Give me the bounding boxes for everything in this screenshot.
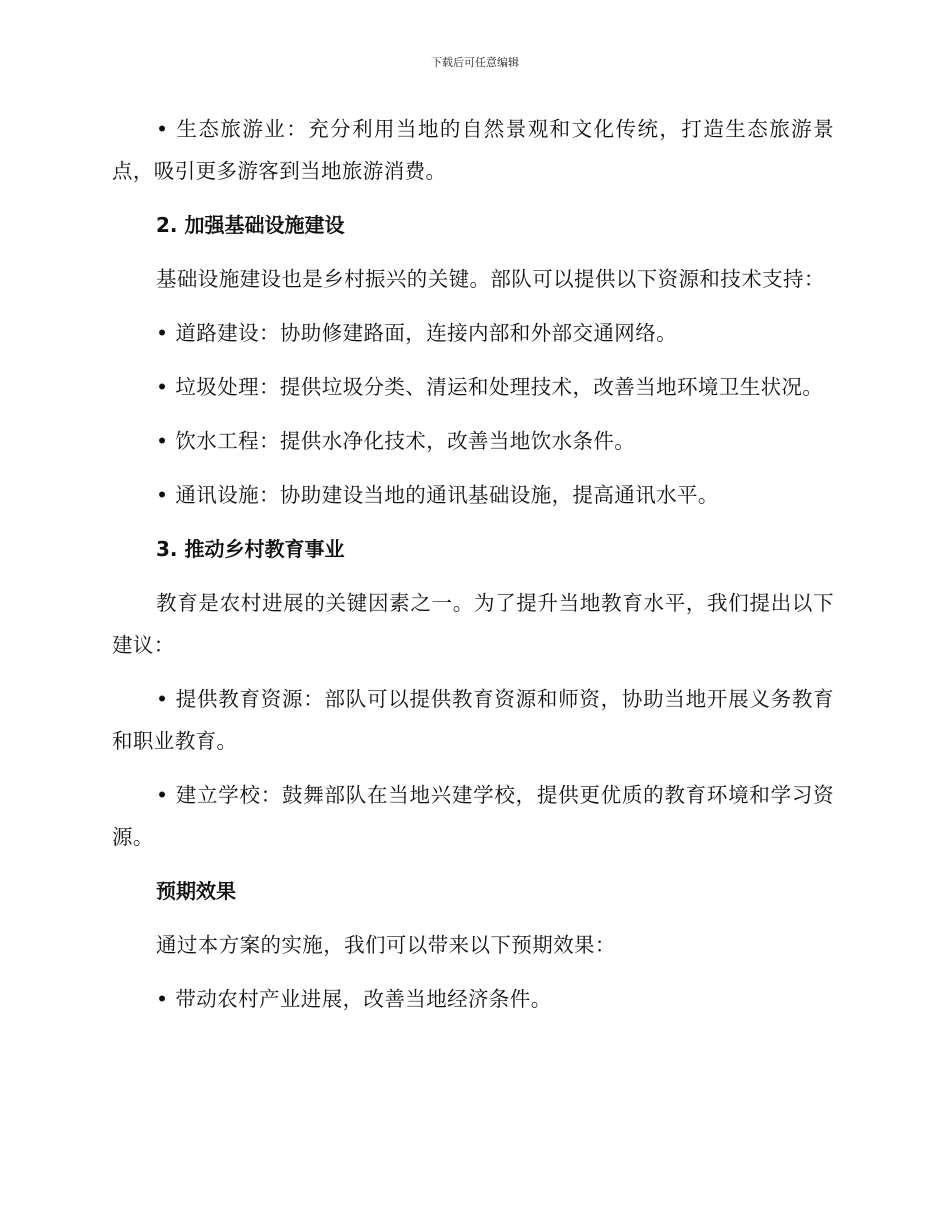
paragraph-effects-intro: 通过本方案的实施，我们可以带来以下预期效果：: [156, 933, 616, 957]
bullet-education-resources: • 提供教育资源：部队可以提供教育资源和师资，协助当地开展义务教育和职业教育。: [112, 687, 834, 753]
heading-education: 3. 推动乡村教育事业: [156, 537, 345, 561]
bullet-eco-tourism: • 生态旅游业：充分利用当地的自然景观和文化传统，打造生态旅游景点，吸引更多游客到当地旅游消费。: [112, 117, 834, 183]
page-header: 下载后可任意编辑: [431, 56, 519, 69]
paragraph-education-intro: 教育是农村进展的关键因素之一。为了提升当地教育水平，我们提出以下建议：: [112, 591, 834, 657]
bullet-garbage-processing: • 垃圾处理：提供垃圾分类、清运和处理技术，改善当地环境卫生状况。: [156, 375, 824, 399]
bullet-road-construction: • 道路建设：协助修建路面，连接内部和外部交通网络。: [156, 321, 678, 345]
bullet-build-schools: • 建立学校：鼓舞部队在当地兴建学校，提供更优质的教育环境和学习资源。: [112, 783, 834, 849]
heading-infrastructure: 2. 加强基础设施建设: [156, 213, 345, 237]
bullet-water-project: • 饮水工程：提供水净化技术，改善当地饮水条件。: [156, 429, 636, 453]
document-body: [112, 108, 834, 1032]
bullet-communication: • 通讯设施：协助建设当地的通讯基础设施，提高通讯水平。: [156, 483, 719, 507]
heading-expected-effects: 预期效果: [156, 879, 236, 903]
bullet-rural-industry: • 带动农村产业进展，改善当地经济条件。: [156, 987, 552, 1011]
paragraph-infrastructure-intro: 基础设施建设也是乡村振兴的关键。部队可以提供以下资源和技术支持：: [156, 267, 825, 291]
